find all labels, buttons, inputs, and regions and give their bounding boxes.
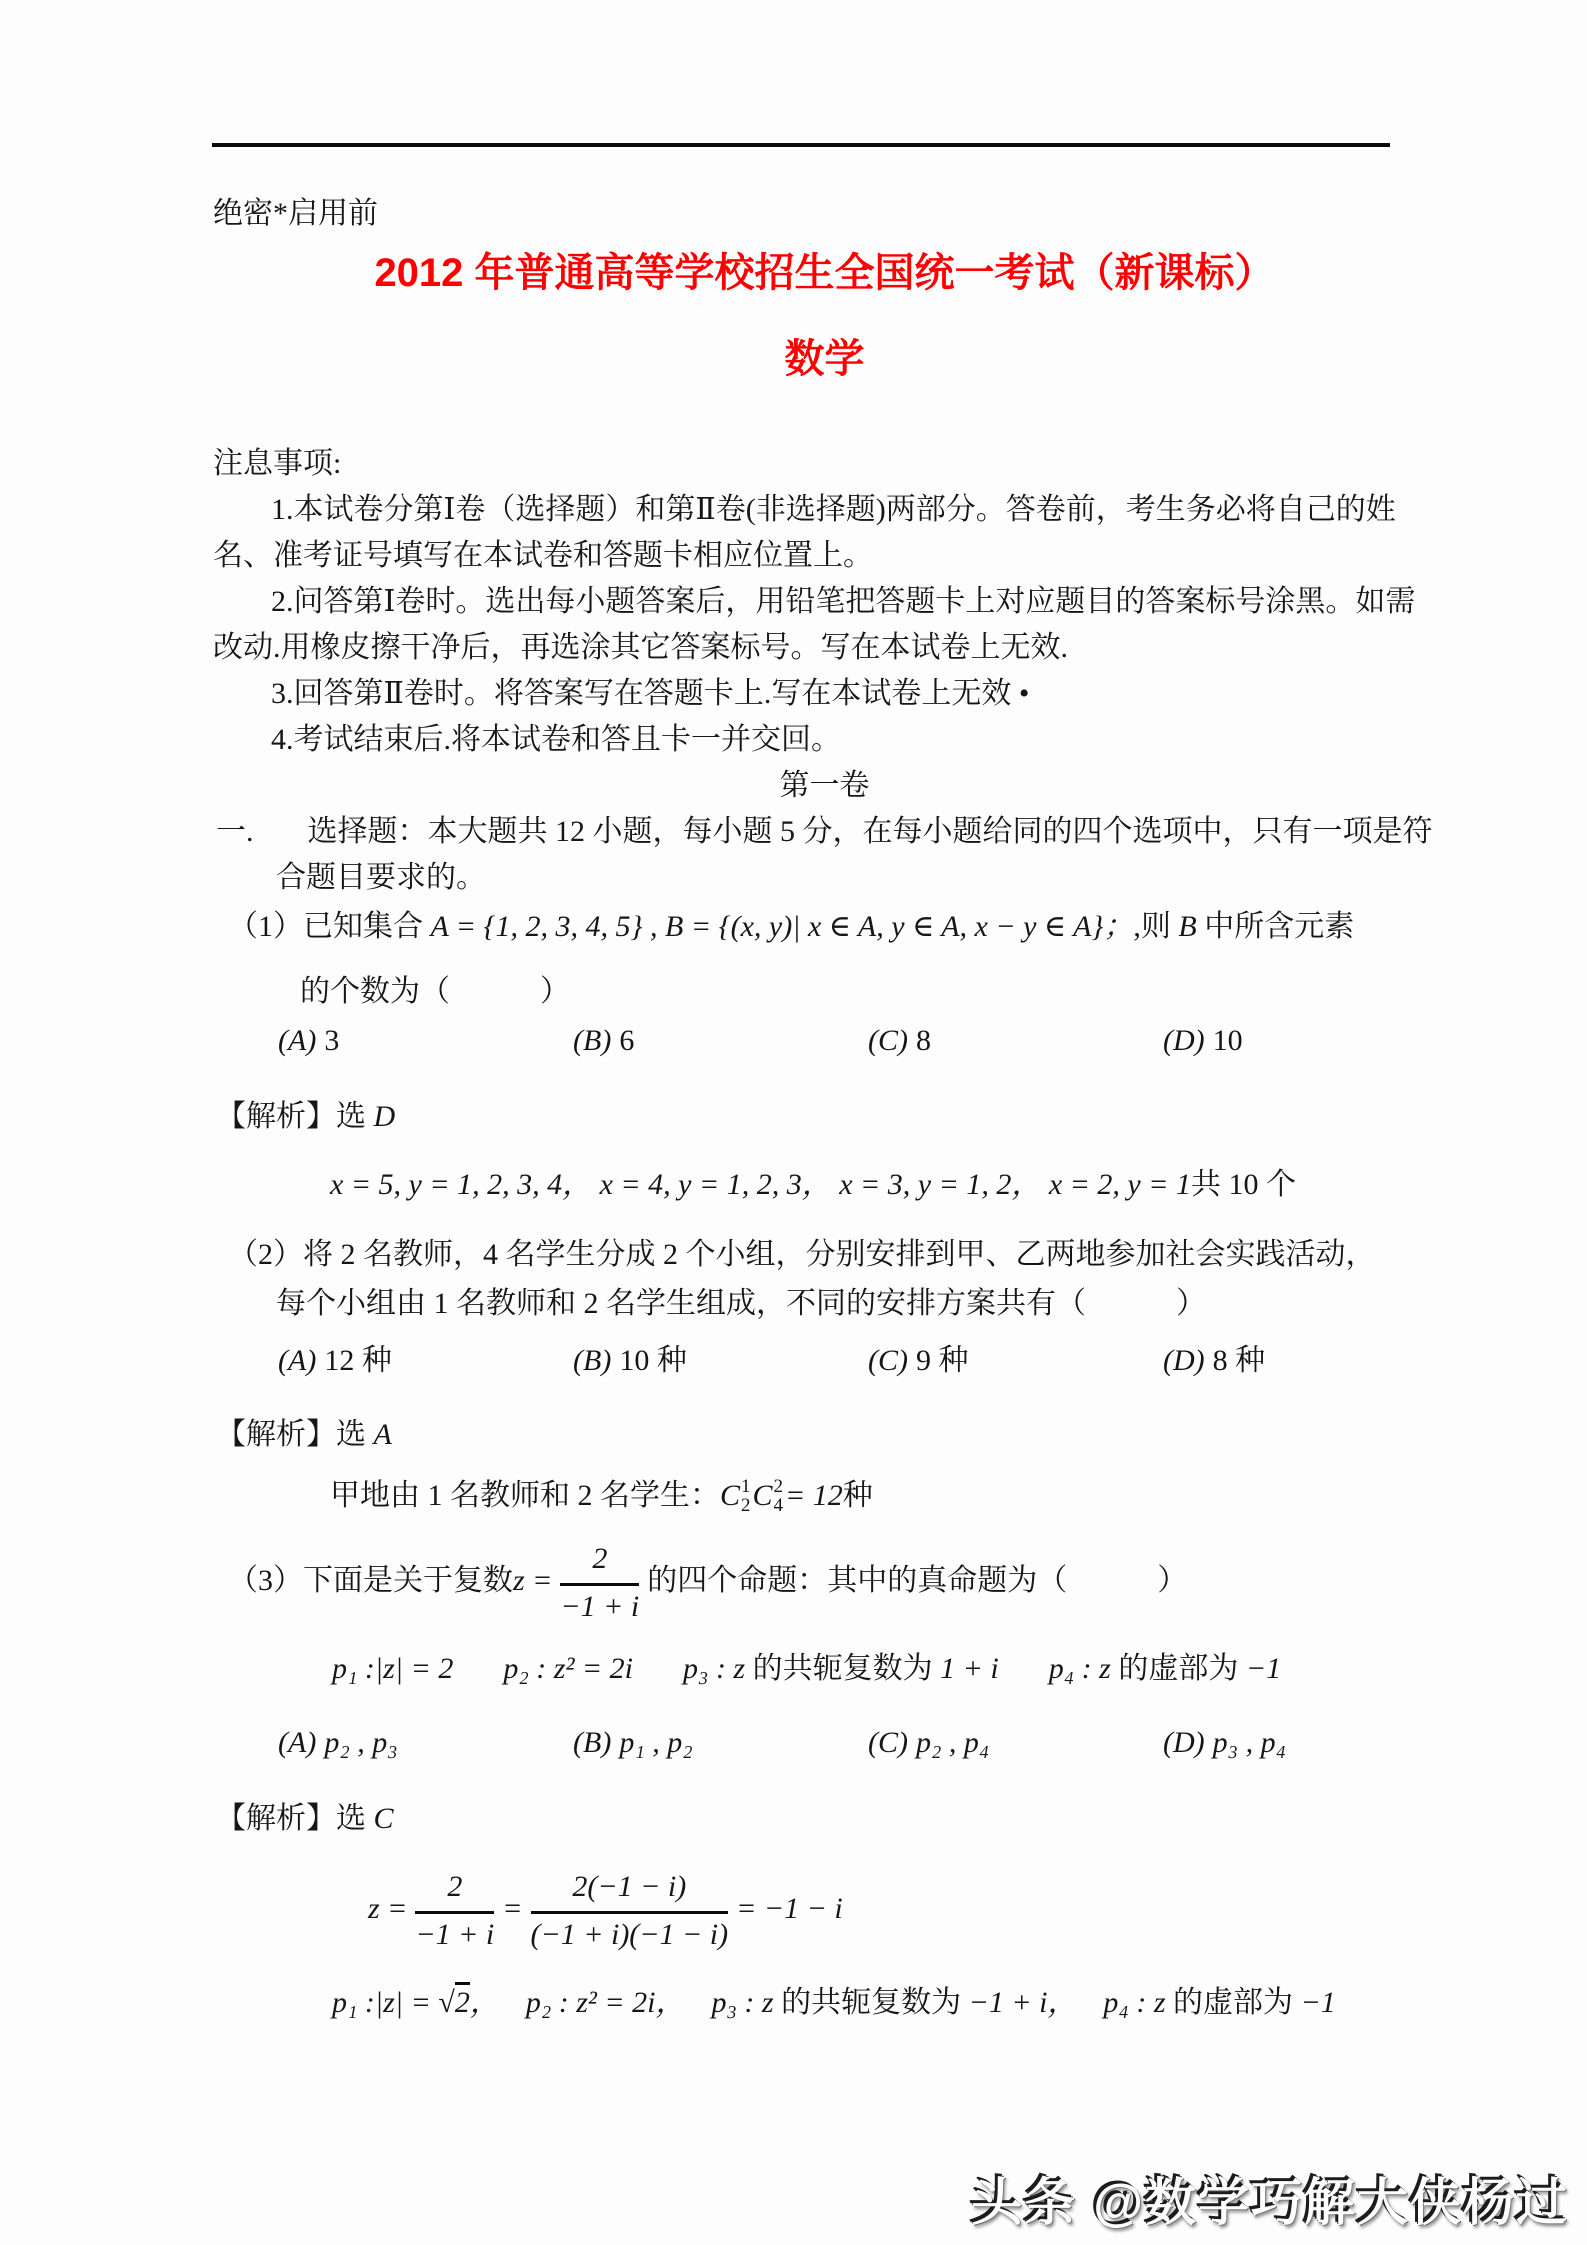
- option-c: [868, 1015, 1163, 1067]
- option-b: [573, 1015, 868, 1067]
- option-a-value: 12 种: [324, 1344, 392, 1377]
- final-prop-3: [711, 1977, 1077, 2029]
- question-3-propositions: [332, 1643, 1587, 1695]
- note-item-2: 2.问答第Ⅰ卷时。选出每小题答案后，用铅笔把答题卡上对应题目的答案标号涂黑。如需改动.用橡皮擦干净后，再选涂其它答案标号。写在本试卷上无效.: [213, 585, 1416, 664]
- solution-answer: C: [373, 1802, 394, 1835]
- final-prop-1: [332, 1977, 500, 2029]
- final-prop-4: [1103, 1977, 1335, 2029]
- solution-work-math: x = 5, y = 1, 2, 3, 4， x = 4, y = 1, 2, 3， x = 3, y = 1, 2， x = 2, y = 1: [330, 1168, 1191, 1201]
- proposition-4: [1049, 1643, 1281, 1695]
- question-3-options: [278, 1717, 1587, 1769]
- prop-math: p₄ : z: [1048, 1652, 1111, 1685]
- watermark-credit: 头条 @数学巧解大侠杨过: [971, 2174, 1569, 2231]
- question-3-text: 下面是关于复数: [303, 1564, 513, 1597]
- combination-scripts-1: [741, 1477, 751, 1515]
- option-a-label: (A): [278, 1344, 317, 1377]
- subscript: 2: [741, 1495, 751, 1516]
- option-d: [1163, 1015, 1243, 1067]
- option-a-label: (A): [278, 1024, 317, 1057]
- prop-math2: 1 + i: [940, 1652, 999, 1685]
- option-a: [278, 1717, 573, 1769]
- superscript: 1: [741, 1476, 751, 1497]
- fraction-1: [415, 1866, 494, 1952]
- prop-math: p₂ : z² = 2i: [503, 1652, 634, 1685]
- question-1-stem: [228, 901, 1447, 953]
- option-a: [278, 1015, 573, 1067]
- question-2-solution-label: [216, 1409, 1587, 1461]
- notes-heading: 注息事项:: [213, 447, 342, 480]
- proposition-2: [503, 1643, 633, 1695]
- option-b-label: (B): [573, 1726, 612, 1759]
- option-a-value: p₂ , p₃: [324, 1726, 398, 1759]
- option-a-value: 3: [324, 1024, 340, 1057]
- option-b-value: p₁ , p₂: [619, 1726, 693, 1759]
- solution-prefix: 【解析】选: [216, 1802, 374, 1835]
- option-d-value: 8 种: [1212, 1344, 1266, 1377]
- question-3-solution-label: [216, 1793, 1587, 1845]
- final-prop-2: [526, 1977, 686, 2029]
- question-1-text2: ,则: [1133, 910, 1179, 943]
- fraction-2: [531, 1866, 729, 1952]
- option-d-value: 10: [1212, 1024, 1243, 1057]
- option-c-value: 9 种: [916, 1344, 969, 1377]
- prop-math: p₃ : z: [711, 1986, 774, 2019]
- equals-sign: =: [502, 1892, 523, 1925]
- fraction-numerator: 2: [560, 1538, 639, 1586]
- fraction: [560, 1538, 639, 1624]
- question-3-stem: [228, 1525, 1587, 1637]
- solution-result-math: = 12: [785, 1479, 843, 1512]
- question-1-math2: B: [1178, 910, 1197, 943]
- question-3-solution-equation: [368, 1845, 1587, 1973]
- option-d-label: (D): [1163, 1024, 1205, 1057]
- equation-lhs: z =: [368, 1892, 408, 1925]
- prop-math: p₃ : z: [683, 1652, 746, 1685]
- option-d-value: p₃ , p₄: [1212, 1726, 1287, 1759]
- option-b: [573, 1335, 868, 1387]
- top-rule: [212, 143, 1390, 147]
- question-2-stem: [228, 1229, 1447, 1281]
- proposition-3: [683, 1643, 999, 1695]
- prop-math: p₁ :|z| = √: [332, 1986, 455, 2019]
- prop-math2: −1: [1245, 1652, 1282, 1685]
- combination-symbol-2: C: [752, 1479, 773, 1512]
- question-2-stem-cont: 每个小组由 1 名教师和 2 名学生组成，不同的安排方案共有（ ）: [276, 1287, 1206, 1320]
- volume-title: 第一卷: [779, 769, 870, 802]
- option-c-label: (C): [868, 1726, 908, 1759]
- question-3-number: （3）: [228, 1564, 303, 1597]
- fraction-denominator: −1 + i: [560, 1589, 640, 1623]
- option-c: [868, 1335, 1163, 1387]
- question-3-math: z =: [513, 1564, 553, 1597]
- solution-result-text: 种: [842, 1479, 873, 1512]
- solution-work-text: 甲地由 1 名教师和 2 名学生：: [330, 1479, 720, 1512]
- question-1-stem-cont: 的个数为（ ）: [300, 975, 570, 1008]
- option-b-label: (B): [573, 1344, 612, 1377]
- option-c-label: (C): [868, 1344, 908, 1377]
- question-2-solution-work: [330, 1467, 1587, 1525]
- fraction-numerator: 2(−1 − i): [531, 1866, 729, 1914]
- note-item-1: 1.本试卷分第Ⅰ卷（选择题）和第Ⅱ卷(非选择题)两部分。答卷前，考生务必将自己的姓名、准考证号填写在本试卷和答题卡相应位置上。: [213, 493, 1396, 572]
- fraction-denominator: −1 + i: [415, 1917, 495, 1951]
- prop-math: p₁ :|z| = 2: [332, 1652, 454, 1685]
- prop-math: p₂ : z² = 2i，: [525, 1986, 686, 2019]
- part-label: 一.: [216, 815, 254, 848]
- prop-math: p₄ : z: [1103, 1986, 1166, 2019]
- question-2-options: [278, 1335, 1587, 1387]
- prop-text: 的虚部为: [1165, 1986, 1301, 2019]
- question-1-text3: 中所含元素: [1196, 910, 1355, 943]
- option-c: [868, 1717, 1163, 1769]
- classification-label: 绝密*启用前: [213, 197, 378, 230]
- question-2-text: 将 2 名教师，4 名学生分成 2 个小组，分别安排到甲、乙两地参加社会实践活动，: [303, 1238, 1376, 1271]
- option-c-value: 8: [916, 1024, 931, 1057]
- sqrt-radicand: 2: [455, 1982, 470, 2019]
- solution-prefix: 【解析】选: [216, 1100, 374, 1133]
- prop-math2: ，: [469, 1986, 500, 2019]
- option-c-value: p₂ , p₄: [916, 1726, 990, 1759]
- option-d-label: (D): [1163, 1344, 1205, 1377]
- fraction-denominator: (−1 + i)(−1 − i): [530, 1917, 729, 1951]
- option-a-label: (A): [278, 1726, 317, 1759]
- combination-scripts-2: [774, 1477, 784, 1515]
- question-1-number: （1）: [228, 910, 303, 943]
- equation-result: = −1 − i: [736, 1892, 843, 1925]
- prop-text: 的虚部为: [1110, 1652, 1246, 1685]
- exam-title: 2012 年普通高等学校招生全国统一考试（新课标）: [374, 251, 1275, 295]
- option-b: [573, 1717, 868, 1769]
- option-a: [278, 1335, 573, 1387]
- question-2-number: （2）: [228, 1238, 303, 1271]
- combination-symbol-1: C: [720, 1479, 741, 1512]
- option-d: [1163, 1717, 1286, 1769]
- question-1-solution-work: [330, 1161, 1587, 1209]
- subscript: 4: [773, 1495, 784, 1516]
- solution-answer: A: [373, 1418, 392, 1451]
- solution-work-text: 共 10 个: [1190, 1168, 1296, 1201]
- prop-text: 的共轭复数为: [745, 1652, 941, 1685]
- note-item-3: 3.回答第Ⅱ卷时。将答案写在答题卡上.写在本试卷上无效 •: [271, 677, 1030, 710]
- option-b-value: 10 种: [619, 1344, 687, 1377]
- solution-answer: D: [373, 1100, 396, 1133]
- question-1-text: 已知集合: [303, 910, 431, 943]
- superscript: 2: [773, 1476, 784, 1497]
- question-3-text2: 的四个命题：其中的真命题为（ ）: [647, 1564, 1188, 1597]
- section-intro: [216, 809, 1437, 901]
- question-3-solution-propositions: [332, 1977, 1587, 2029]
- prop-math2: −1 + i，: [968, 1986, 1078, 2019]
- option-b-label: (B): [573, 1024, 612, 1057]
- solution-prefix: 【解析】选: [216, 1418, 374, 1451]
- question-1-math: A = {1, 2, 3, 4, 5} , B = {(x, y)| x ∈ A, y ∈ A, x − y ∈ A}；: [430, 910, 1134, 943]
- option-c-label: (C): [868, 1024, 908, 1057]
- option-d-label: (D): [1163, 1726, 1205, 1759]
- note-item-4: 4.考试结束后.将本试卷和答且卡一并交回。: [271, 723, 841, 756]
- fraction-numerator: 2: [415, 1866, 494, 1914]
- prop-math2: −1: [1300, 1986, 1336, 2019]
- question-1-solution-label: [216, 1091, 1587, 1143]
- part-intro-text: 选择题：本大题共 12 小题，每小题 5 分，在每小题给同的四个选项中，只有一项是符合题目要求的。: [276, 815, 1433, 894]
- option-b-value: 6: [619, 1024, 635, 1057]
- question-1-options: [278, 1015, 1587, 1067]
- prop-text: 的共轭复数为: [773, 1986, 969, 2019]
- exam-subject: 数学: [784, 337, 865, 381]
- option-d: [1163, 1335, 1265, 1387]
- proposition-1: [332, 1643, 453, 1695]
